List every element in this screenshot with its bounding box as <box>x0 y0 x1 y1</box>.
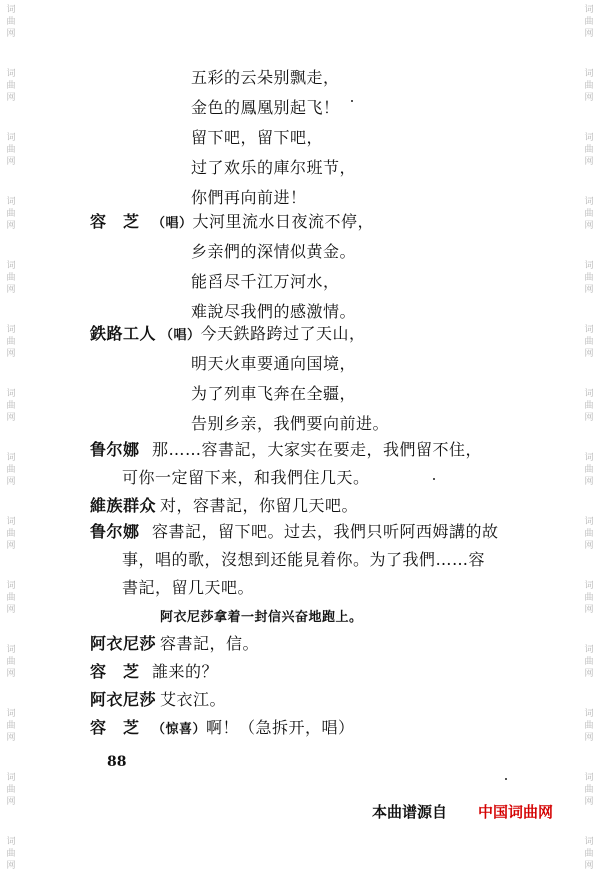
watermark-block <box>581 128 597 192</box>
watermark-char: 曲 <box>584 17 594 27</box>
script-line <box>90 324 366 346</box>
line-text: 过了欢乐的庫尔班节， <box>191 158 357 177</box>
watermark-block <box>581 768 597 832</box>
watermark-char: 词 <box>584 453 594 463</box>
watermark-char: 网 <box>584 733 594 743</box>
script-line <box>90 440 482 460</box>
script-line <box>122 550 485 570</box>
watermark-char: 曲 <box>6 593 16 603</box>
watermark-char: 词 <box>6 197 16 207</box>
watermark-char: 曲 <box>584 81 594 91</box>
watermark-block <box>581 256 597 320</box>
watermark-char: 词 <box>584 197 594 207</box>
script-line <box>191 302 356 322</box>
watermark-char: 网 <box>6 797 16 807</box>
line-text: 难說尽我們的感激情。 <box>191 302 357 321</box>
watermark-block <box>581 320 597 384</box>
watermark-char: 曲 <box>584 209 594 219</box>
watermark-char: 网 <box>6 477 16 487</box>
speaker-name: 維族群众 <box>90 496 157 515</box>
watermark-char: 曲 <box>6 785 16 795</box>
watermark-char: 词 <box>6 773 16 783</box>
watermark-char: 词 <box>6 581 16 591</box>
watermark-block <box>3 384 19 448</box>
watermark-char: 网 <box>6 413 16 423</box>
watermark-char: 曲 <box>584 273 594 283</box>
line-text: 容書記，信。 <box>160 634 260 653</box>
line-text: 金色的鳳凰别起飞！ <box>191 98 340 117</box>
watermark-char: 网 <box>584 477 594 487</box>
line-text: 今天鉄路跨过了天山， <box>200 324 366 343</box>
script-line <box>191 128 323 148</box>
watermark-block <box>581 832 597 896</box>
watermark-char: 词 <box>584 837 594 847</box>
watermark-char: 曲 <box>6 657 16 667</box>
watermark-char: 曲 <box>6 465 16 475</box>
watermark-char: 曲 <box>584 593 594 603</box>
watermark-char: 曲 <box>584 657 594 667</box>
watermark-char: 网 <box>584 541 594 551</box>
watermark-char: 曲 <box>584 145 594 155</box>
watermark-block <box>581 448 597 512</box>
watermark-char: 网 <box>6 669 16 679</box>
watermark-char: 网 <box>584 285 594 295</box>
watermark-char: 网 <box>584 413 594 423</box>
ink-speck <box>351 100 353 102</box>
script-line <box>90 522 499 542</box>
script-line <box>191 98 340 118</box>
watermark-block <box>3 64 19 128</box>
line-text: 能舀尽千江万河水， <box>191 272 340 291</box>
watermark-char: 曲 <box>584 465 594 475</box>
watermark-char: 网 <box>6 285 16 295</box>
speaker-name: 阿衣尼莎 <box>90 690 157 709</box>
watermark-block <box>581 576 597 640</box>
footer-source-label: 本曲谱源自 <box>372 803 448 821</box>
watermark-char: 词 <box>6 69 16 79</box>
stage-direction: （惊喜） <box>152 722 207 737</box>
watermark-block <box>581 192 597 256</box>
line-text: 那……容書記，大家实在要走，我們留不住， <box>152 440 483 459</box>
watermark-char: 曲 <box>6 145 16 155</box>
watermark-block <box>3 320 19 384</box>
script-line <box>122 468 370 488</box>
line-text: 事，唱的歌，沒想到还能見着你。为了我們……容 <box>122 550 486 569</box>
stage-direction: （唱） <box>160 328 201 343</box>
watermark-char: 网 <box>6 157 16 167</box>
watermark-char: 词 <box>584 69 594 79</box>
watermark-char: 词 <box>584 581 594 591</box>
line-text: 阿衣尼莎拿着一封信兴奋地跑上。 <box>160 610 363 625</box>
watermark-char: 曲 <box>6 209 16 219</box>
script-line <box>191 414 389 434</box>
watermark-char: 词 <box>6 325 16 335</box>
watermark-char: 曲 <box>584 337 594 347</box>
speaker-name: 容 芝 <box>90 212 140 231</box>
line-text: 告别乡亲，我們要向前进。 <box>191 414 390 433</box>
watermark-char: 词 <box>584 517 594 527</box>
watermark-block <box>3 128 19 192</box>
script-line <box>90 212 374 234</box>
watermark-block <box>3 640 19 704</box>
speaker-name: 容 芝 <box>90 718 140 737</box>
speaker-name: 鲁尔娜 <box>90 440 140 459</box>
watermark-block <box>581 64 597 128</box>
watermark-char: 网 <box>584 29 594 39</box>
watermark-char: 网 <box>584 861 594 871</box>
watermark-char: 网 <box>6 221 16 231</box>
watermark-char: 词 <box>584 773 594 783</box>
line-text: 容書記，留下吧。过去，我們只听阿西姆講的故 <box>152 522 499 541</box>
line-text: 可你一定留下来，和我們住几天。 <box>122 468 370 487</box>
watermark-char: 词 <box>584 325 594 335</box>
line-text: 大河里流水日夜流不停， <box>192 212 375 231</box>
watermark-block <box>581 384 597 448</box>
script-line <box>90 718 355 740</box>
watermark-char: 曲 <box>584 401 594 411</box>
script-line <box>90 662 218 682</box>
watermark-char: 曲 <box>584 721 594 731</box>
watermark-char: 词 <box>6 389 16 399</box>
stage-direction: （唱） <box>152 216 193 231</box>
script-line <box>191 188 307 208</box>
line-text: 啊！（急拆开，唱） <box>206 718 355 737</box>
watermark-char: 词 <box>6 133 16 143</box>
watermark-char: 网 <box>584 797 594 807</box>
script-line <box>191 158 356 178</box>
watermark-char: 曲 <box>6 529 16 539</box>
script-line <box>191 68 340 88</box>
watermark-char: 网 <box>6 541 16 551</box>
watermark-char: 网 <box>584 221 594 231</box>
line-text: 書記，留几天吧。 <box>122 578 255 597</box>
watermark-char: 曲 <box>6 81 16 91</box>
watermark-char: 词 <box>584 645 594 655</box>
watermark-char: 曲 <box>6 17 16 27</box>
watermark-char: 网 <box>6 349 16 359</box>
watermark-char: 词 <box>6 453 16 463</box>
script-line <box>191 384 356 404</box>
watermark-char: 词 <box>6 261 16 271</box>
watermark-char: 网 <box>584 669 594 679</box>
line-text: 对，容書記，你留几天吧。 <box>160 496 359 515</box>
watermark-block <box>581 640 597 704</box>
script-line <box>90 690 226 710</box>
ink-speck <box>505 778 507 780</box>
watermark-char: 曲 <box>6 721 16 731</box>
script-line <box>191 242 356 262</box>
line-text: 乡亲們的深情似黄金。 <box>191 242 357 261</box>
watermark-char: 词 <box>6 5 16 15</box>
script-line <box>191 272 340 292</box>
watermark-block <box>581 0 597 64</box>
watermark-char: 词 <box>584 5 594 15</box>
right-watermark-column <box>581 0 597 896</box>
watermark-block <box>3 192 19 256</box>
speaker-name: 阿衣尼莎 <box>90 634 157 653</box>
script-line <box>191 354 356 374</box>
watermark-char: 词 <box>6 709 16 719</box>
watermark-block <box>3 576 19 640</box>
watermark-char: 网 <box>584 93 594 103</box>
watermark-block <box>3 256 19 320</box>
watermark-char: 词 <box>6 645 16 655</box>
script-line <box>90 496 358 516</box>
page-number: 88 <box>107 754 127 770</box>
watermark-block <box>3 832 19 896</box>
watermark-char: 曲 <box>6 273 16 283</box>
watermark-char: 网 <box>584 605 594 615</box>
watermark-char: 词 <box>584 389 594 399</box>
watermark-block <box>3 768 19 832</box>
script-line <box>122 578 254 598</box>
watermark-char: 曲 <box>6 849 16 859</box>
watermark-block <box>3 0 19 64</box>
watermark-block <box>3 512 19 576</box>
line-text: 你們再向前进！ <box>191 188 307 207</box>
speaker-name: 容 芝 <box>90 662 140 681</box>
ink-speck <box>433 478 435 480</box>
watermark-char: 词 <box>584 133 594 143</box>
watermark-block <box>3 448 19 512</box>
watermark-char: 网 <box>6 29 16 39</box>
stage-direction-line <box>160 608 363 628</box>
line-text: 明天火車要通向国境， <box>191 354 357 373</box>
watermark-char: 网 <box>584 349 594 359</box>
watermark-char: 曲 <box>584 849 594 859</box>
watermark-char: 词 <box>6 517 16 527</box>
line-text: 为了列車飞奔在全疆， <box>191 384 357 403</box>
watermark-char: 曲 <box>6 337 16 347</box>
watermark-char: 曲 <box>6 401 16 411</box>
watermark-char: 网 <box>6 733 16 743</box>
speaker-name: 鉄路工人 <box>90 324 157 343</box>
footer-site-link[interactable]: 中国词曲网 <box>478 803 554 821</box>
watermark-block <box>3 704 19 768</box>
watermark-char: 曲 <box>584 529 594 539</box>
watermark-char: 网 <box>6 605 16 615</box>
watermark-char: 曲 <box>584 785 594 795</box>
line-text: 艾衣江。 <box>160 690 227 709</box>
watermark-char: 词 <box>584 261 594 271</box>
watermark-block <box>581 704 597 768</box>
left-watermark-column <box>3 0 19 896</box>
watermark-char: 网 <box>584 157 594 167</box>
watermark-char: 网 <box>6 93 16 103</box>
line-text: 五彩的云朵别飘走， <box>191 68 340 87</box>
line-text: 誰来的？ <box>152 662 219 681</box>
watermark-char: 词 <box>584 709 594 719</box>
watermark-char: 网 <box>6 861 16 871</box>
speaker-name: 鲁尔娜 <box>90 522 140 541</box>
watermark-char: 词 <box>6 837 16 847</box>
script-line <box>90 634 259 654</box>
line-text: 留下吧，留下吧， <box>191 128 324 147</box>
watermark-block <box>581 512 597 576</box>
